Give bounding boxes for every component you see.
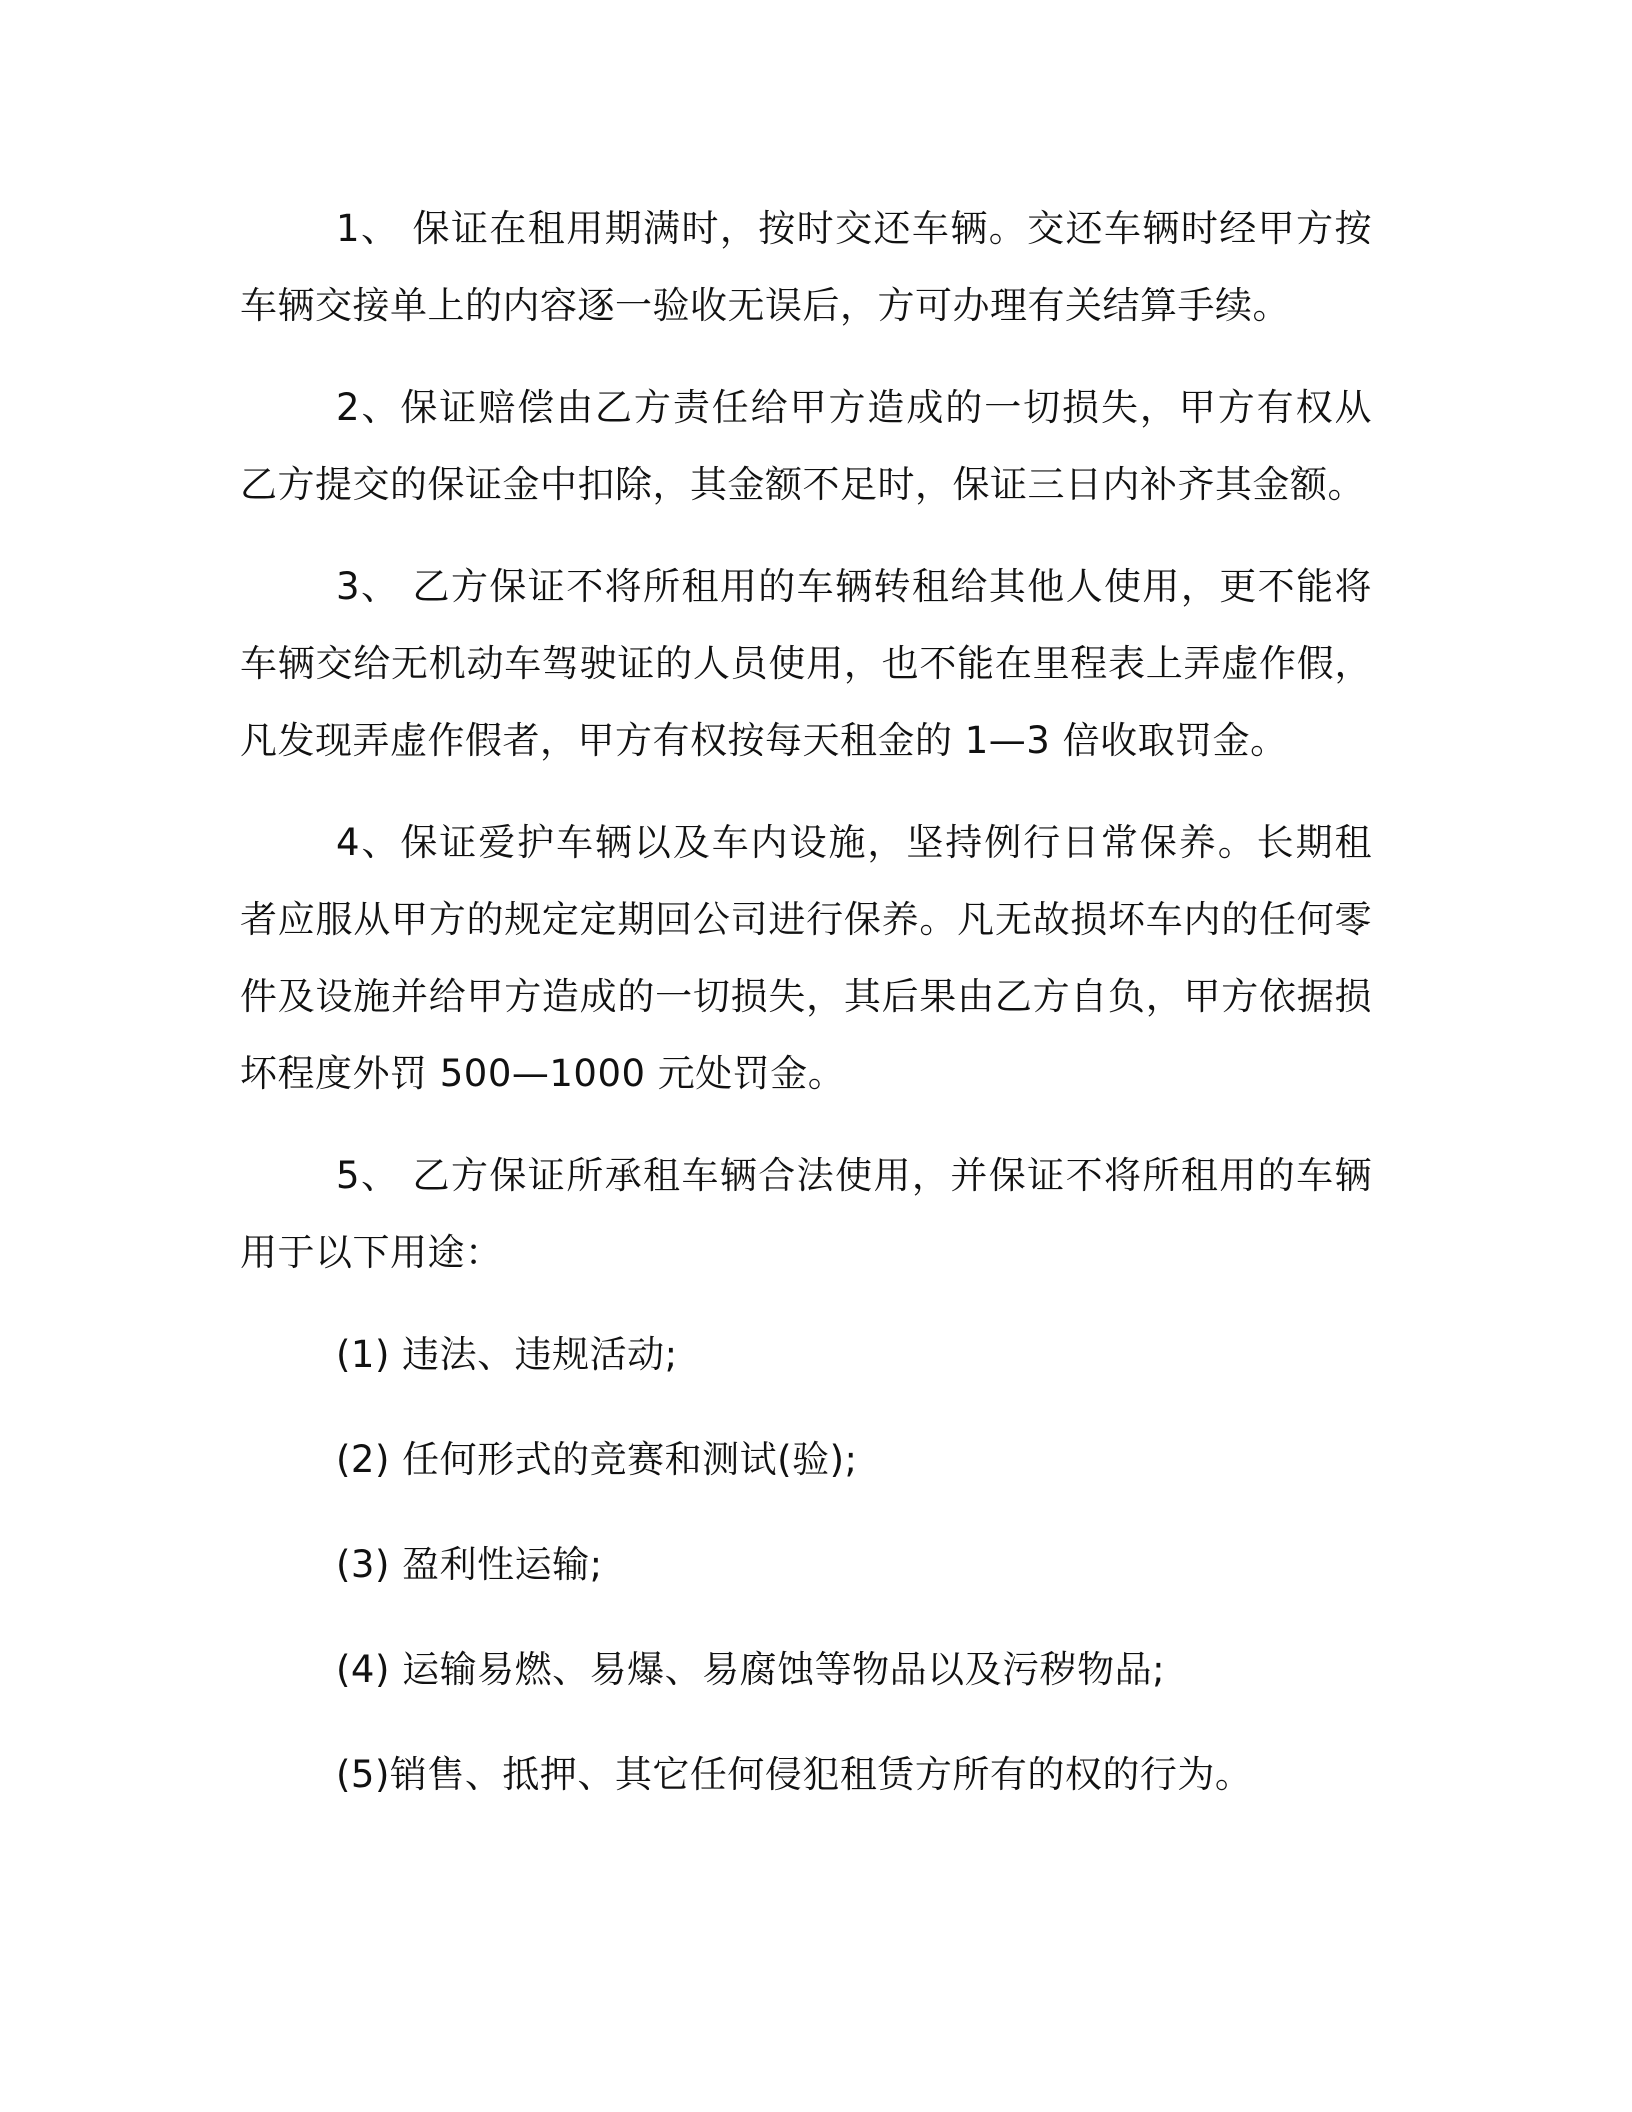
clause-5: 5、 乙方保证所承租车辆合法使用，并保证不将所租用的车辆用于以下用途：	[240, 1154, 1372, 1274]
document-body	[240, 190, 1372, 1841]
prohibited-use-item-2: (2) 任何形式的竞赛和测试(验);	[336, 1438, 858, 1481]
clause-3: 3、 乙方保证不将所租用的车辆转租给其他人使用，更不能将车辆交给无机动车驾驶证的人员使用，也不能在里程表上弄虚作假，凡发现弄虚作假者，甲方有权按每天租金的 1—3 倍收取罚金。	[240, 565, 1372, 762]
clause-4: 4、保证爱护车辆以及车内设施，坚持例行日常保养。长期租者应服从甲方的规定定期回公司进行保养。凡无故损坏车内的任何零件及设施并给甲方造成的一切损失，其后果由乙方自负，甲方依据损坏程度外罚 500—1000 元处罚金。	[240, 821, 1372, 1095]
clause-1: 1、 保证在租用期满时，按时交还车辆。交还车辆时经甲方按车辆交接单上的内容逐一验收无误后，方可办理有关结算手续。	[240, 207, 1372, 327]
clause-2: 2、保证赔偿由乙方责任给甲方造成的一切损失，甲方有权从乙方提交的保证金中扣除，其金额不足时，保证三日内补齐其金额。	[240, 386, 1372, 506]
prohibited-use-item-3: (3) 盈利性运输;	[336, 1543, 603, 1586]
prohibited-use-item-5: (5)销售、抵押、其它任何侵犯租赁方所有的权的行为。	[336, 1753, 1253, 1796]
prohibited-use-item-1: (1) 违法、违规活动;	[336, 1333, 678, 1376]
prohibited-use-item-4: (4) 运输易燃、易爆、易腐蚀等物品以及污秽物品;	[336, 1648, 1166, 1691]
